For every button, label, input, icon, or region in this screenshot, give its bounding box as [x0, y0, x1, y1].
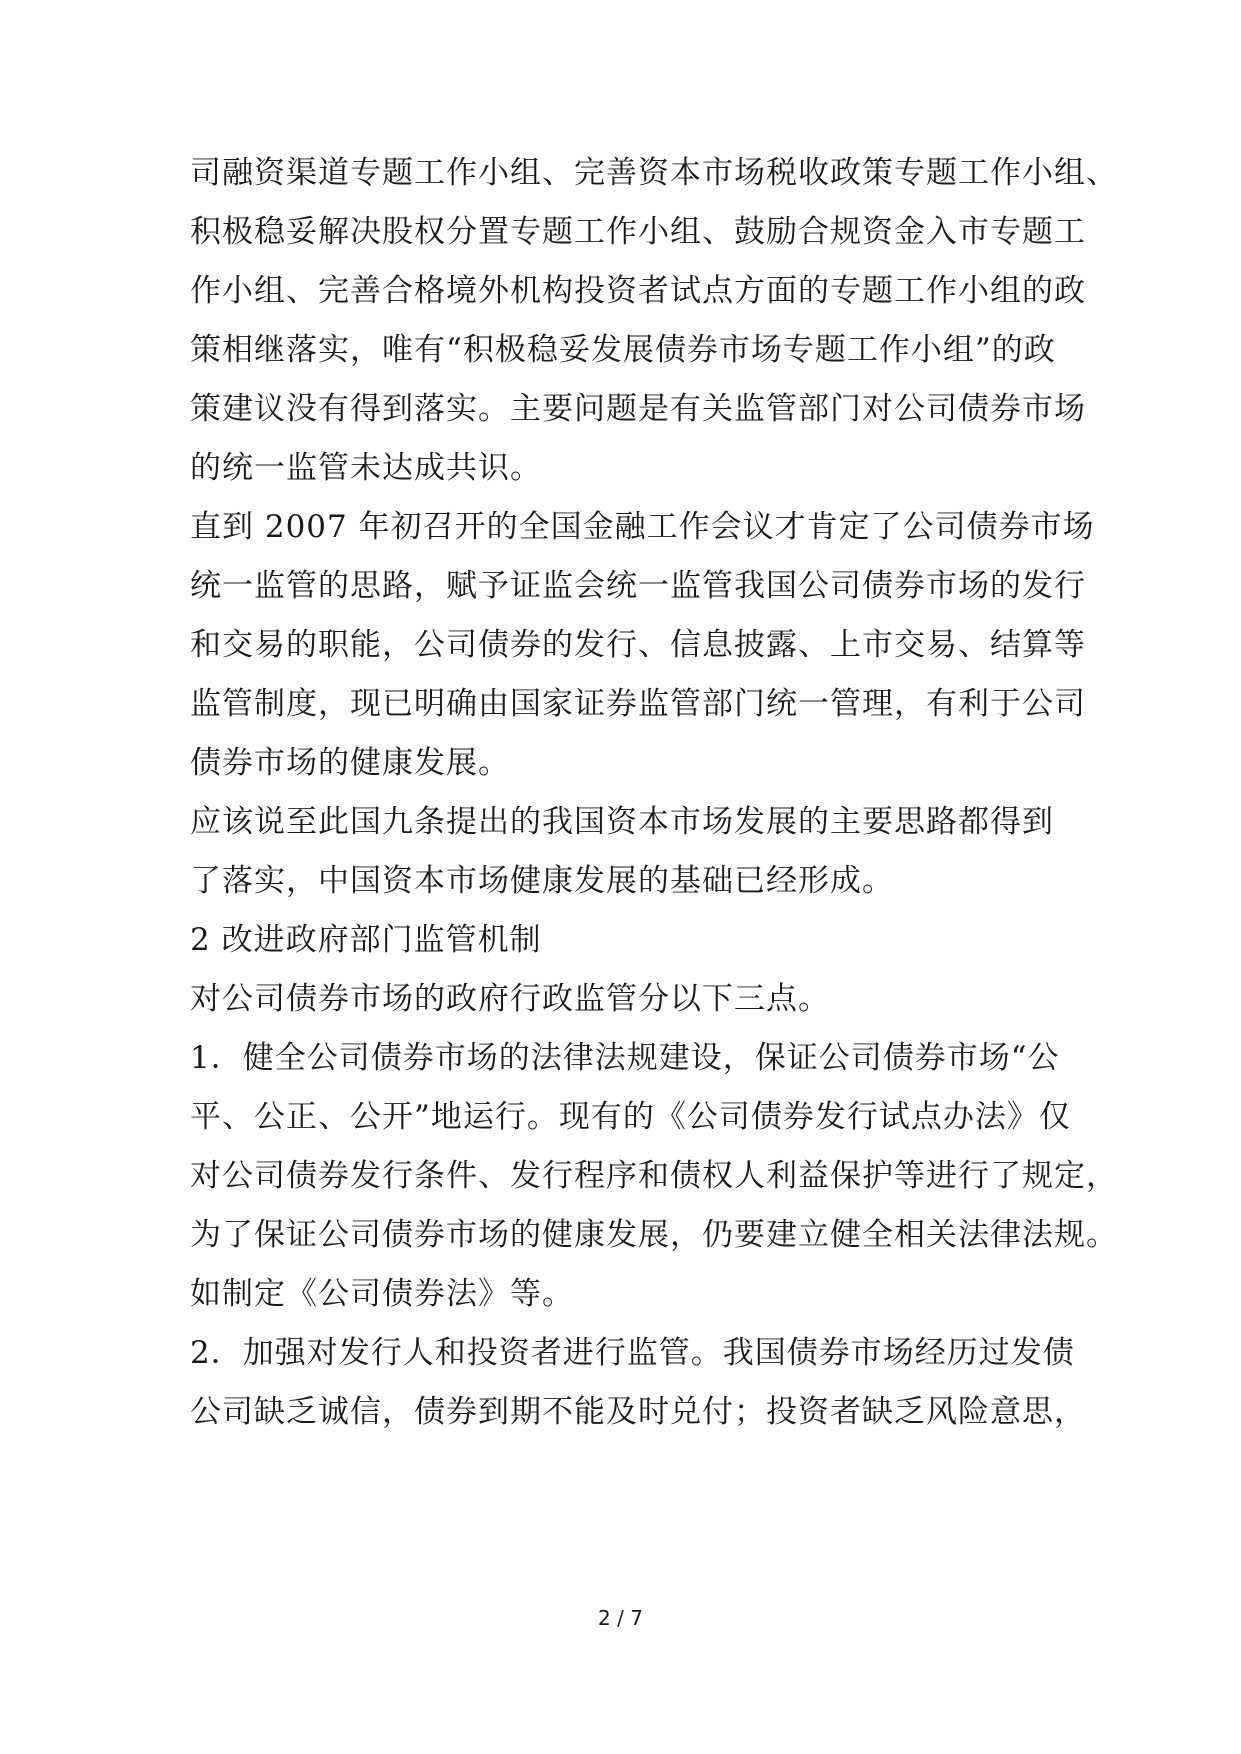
section-heading: 2 改进政府部门监管机制 [190, 922, 542, 958]
page-number: 2 / 7 [598, 1606, 643, 1630]
text-line: 和交易的职能，公司债券的发行、信息披露、上市交易、结算等 [190, 627, 1086, 663]
text-line: 作小组、完善合格境外机构投资者试点方面的专题工作小组的政 [190, 273, 1086, 309]
text-line: 直到 2007 年初召开的全国金融工作会议才肯定了公司债券市场 [190, 509, 1095, 545]
text-line: 了落实，中国资本市场健康发展的基础已经形成。 [190, 863, 894, 899]
text-line: 统一监管的思路，赋予证监会统一监管我国公司债券市场的发行 [190, 568, 1086, 604]
text-line: 对公司债券市场的政府行政监管分以下三点。 [190, 981, 830, 1017]
text-line: 的统一监管未达成共识。 [190, 450, 542, 486]
text-line: 平、公正、公开”地运行。现有的《公司债券发行试点办法》仅 [190, 1099, 1071, 1135]
text-line: 对公司债券发行条件、发行程序和债权人利益保护等进行了规定， [190, 1158, 1118, 1194]
text-line: 司融资渠道专题工作小组、完善资本市场税收政策专题工作小组、 [190, 155, 1118, 191]
text-line: 应该说至此国九条提出的我国资本市场发展的主要思路都得到 [190, 804, 1054, 840]
text-line: 1．健全公司债券市场的法律法规建设，保证公司债券市场“公 [190, 1040, 1060, 1076]
text-line: 如制定《公司债券法》等。 [190, 1276, 574, 1312]
text-line: 2．加强对发行人和投资者进行监管。我国债券市场经历过发债 [190, 1335, 1075, 1371]
text-line: 债券市场的健康发展。 [190, 745, 510, 781]
text-line: 公司缺乏诚信，债券到期不能及时兑付；投资者缺乏风险意思， [190, 1394, 1086, 1430]
text-line: 为了保证公司债券市场的健康发展，仍要建立健全相关法律法规。 [190, 1217, 1118, 1253]
text-line: 监管制度，现已明确由国家证券监管部门统一管理，有利于公司 [190, 686, 1086, 722]
text-line: 积极稳妥解决股权分置专题工作小组、鼓励合规资金入市专题工 [190, 214, 1086, 250]
document-body [190, 144, 1118, 1442]
text-line: 策建议没有得到落实。主要问题是有关监管部门对公司债券市场 [190, 391, 1086, 427]
text-line: 策相继落实，唯有“积极稳妥发展债券市场专题工作小组”的政 [190, 332, 1056, 368]
